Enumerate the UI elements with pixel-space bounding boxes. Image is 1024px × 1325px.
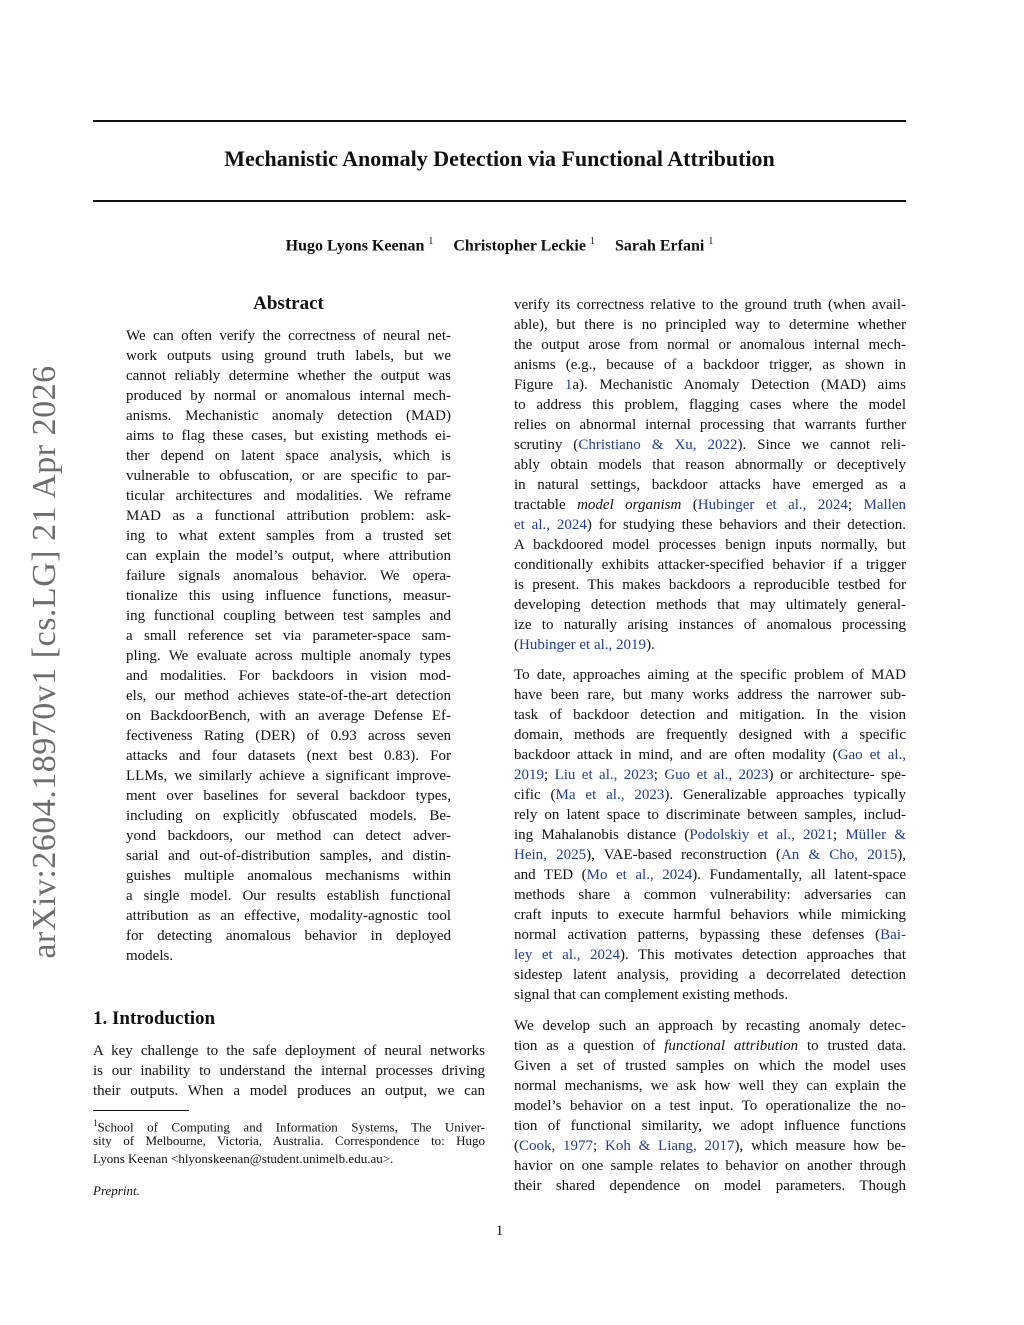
footnote-text: School of Computing and Information Systems, The Univer- <box>97 1119 485 1135</box>
preprint-label: Preprint. <box>93 1183 140 1198</box>
body-line: Given a set of trusted samples on which the model uses <box>514 1058 906 1074</box>
body-line: rely on latent space to discriminate between samples, includ- <box>514 807 906 823</box>
body-line <box>514 1036 906 1056</box>
intro-line: A key challenge to the safe deployment of neural networks <box>93 1043 485 1059</box>
author-list <box>93 236 906 255</box>
body-text: ; <box>544 767 555 783</box>
citation-link[interactable]: Podolskiy et al., 2021 <box>689 827 833 843</box>
author-name: Sarah Erfani <box>614 237 705 255</box>
abstract-line: and modalities. For backdoors in vision mod- <box>126 668 451 684</box>
body-line: conditionally exhibits attacker-specified behavior if a trigger <box>514 557 906 573</box>
body-line <box>514 845 906 865</box>
body-line <box>514 495 906 515</box>
body-line: able), but there is no principled way to determine whether <box>514 317 906 333</box>
body-text: ( <box>681 497 698 513</box>
arxiv-sidebar <box>10 365 80 959</box>
abstract-line: can explain the model’s output, where attribution <box>126 548 451 564</box>
abstract-line: ing functional coupling between test samples and <box>126 608 451 624</box>
body-line: We develop such an approach by recasting anomaly detec- <box>514 1018 906 1034</box>
body-line: To date, approaches aiming at the specific problem of MAD <box>514 667 906 683</box>
abstract-line: a small reference set via parameter-space sam- <box>126 628 451 644</box>
citation-link[interactable]: Hein, 2025 <box>514 847 587 863</box>
author-name: Hugo Lyons Keenan <box>285 237 425 255</box>
citation-link[interactable]: 2019 <box>514 767 544 783</box>
body-text: ) or architecture- spe- <box>768 767 907 783</box>
author-affiliation: 1 <box>428 236 434 247</box>
body-line: relies on abnormal internal processing that warrants further <box>514 417 906 433</box>
title-rule-top <box>93 120 906 122</box>
abstract-line: attacks and four datasets (next best 0.83). For <box>126 748 451 764</box>
emphasis-text: functional attribution <box>664 1038 799 1054</box>
body-text: ). Since we cannot reli- <box>737 437 907 453</box>
abstract-line: models. <box>126 948 174 964</box>
citation-link[interactable]: ley et al., 2024 <box>514 947 621 963</box>
abstract-line: attribution as an effective, modality-agnostic tool <box>126 908 451 924</box>
arxiv-identifier: arXiv:2604.18970v1 [cs.LG] 21 Apr 2026 <box>26 365 63 959</box>
body-line: task of backdoor detection and mitigation. In the vision <box>514 707 906 723</box>
body-line: tion of functional similarity, we adopt influence functions <box>514 1118 906 1134</box>
body-text: cific ( <box>514 787 556 803</box>
body-line <box>514 435 906 455</box>
abstract-line: els, our method achieves state-of-the-art detection <box>126 688 451 704</box>
body-text: ( <box>514 637 519 653</box>
citation-link[interactable]: An & Cho, 2015 <box>780 847 898 863</box>
body-text: Figure <box>514 377 565 393</box>
abstract-line: We can often verify the correctness of neural net- <box>126 328 451 344</box>
abstract-heading: Abstract <box>253 293 324 314</box>
body-line: have been rare, but many works address the narrower sub- <box>514 687 906 703</box>
body-line <box>514 765 906 785</box>
abstract-line: cannot reliably determine whether the output was <box>126 368 451 384</box>
abstract-line: pling. We evaluate across multiple anomaly types <box>126 648 451 664</box>
abstract-line: yond backdoors, our method can detect adver- <box>126 828 451 844</box>
body-text: ) for studying these behaviors and their detection. <box>586 517 906 533</box>
author-name: Christopher Leckie <box>453 237 586 255</box>
body-text: ). This motivates detection approaches that <box>620 947 906 963</box>
body-line <box>514 375 906 395</box>
body-text: ; <box>833 827 846 843</box>
abstract-line: fectiveness Rating (DER) of 0.93 across seven <box>126 728 451 744</box>
citation-link[interactable]: et al., 2024 <box>514 517 587 533</box>
citation-link[interactable]: Ma et al., 2023 <box>555 787 665 803</box>
abstract-line: anisms. Mechanistic anomaly detection (MAD) <box>126 408 451 424</box>
abstract-line: aims to flag these cases, but existing methods ei- <box>126 428 451 444</box>
body-line <box>514 785 906 805</box>
body-text: ), <box>897 847 906 863</box>
abstract-line: work outputs using ground truth labels, but we <box>126 348 451 364</box>
body-line: craft inputs to execute harmful behaviors while mimicking <box>514 907 906 923</box>
body-line <box>514 925 906 945</box>
body-line: to address this problem, flagging cases where the model <box>514 397 906 413</box>
abstract-line: vulnerable to obfuscation, or are specific to par- <box>126 468 451 484</box>
citation-link[interactable]: Koh & Liang, 2017 <box>604 1138 735 1154</box>
abstract-line: ticular architectures and modalities. We reframe <box>126 488 451 504</box>
author-affiliation: 1 <box>708 236 714 247</box>
intro-heading: 1. Introduction <box>93 1008 216 1029</box>
body-line: methods share a common vulnerability: adversaries can <box>514 887 906 903</box>
body-line: in natural settings, backdoor attacks have emerged as a <box>514 477 906 493</box>
body-line <box>514 825 906 845</box>
body-line: sidestep latent analysis, providing a decorrelated detection <box>514 967 906 983</box>
abstract-line: tionalize this using influence functions, measur- <box>126 588 451 604</box>
body-text: ; <box>593 1138 605 1154</box>
body-line <box>514 1136 906 1156</box>
abstract-line: including on explicitly obfuscated models. Be- <box>126 808 451 824</box>
abstract-line: a single model. Our results establish functional <box>126 888 451 904</box>
citation-link[interactable]: Gao et al., <box>837 747 907 763</box>
abstract-line: failure signals anomalous behavior. We opera- <box>126 568 451 584</box>
body-line <box>514 945 906 965</box>
abstract-line: guishes multiple anomalous mechanisms within <box>126 868 451 884</box>
citation-link[interactable]: Mallen <box>863 497 906 513</box>
body-line: the output arose from normal or anomalous internal mech- <box>514 337 906 353</box>
body-text: ; <box>653 767 665 783</box>
body-text: tion as a question of <box>514 1038 665 1054</box>
footnote-line <box>93 1114 485 1135</box>
abstract-line: produced by normal or anomalous internal mech- <box>126 388 451 404</box>
body-line: their shared dependence on model parameters. Though <box>514 1178 906 1194</box>
body-text: ). Fundamentally, all latent-space <box>692 867 906 883</box>
emphasis-text: model organism <box>577 497 682 513</box>
abstract-line: ing to what extent samples from a trusted set <box>126 528 451 544</box>
abstract-line: on BackdoorBench, with an average Defense Ef- <box>126 708 451 724</box>
footnote-rule <box>93 1110 189 1111</box>
body-line: signal that can complement existing methods. <box>514 987 789 1003</box>
footnote-line: sity of Melbourne, Victoria, Australia. Correspondence to: Hugo <box>93 1133 485 1148</box>
citation-link[interactable]: Cook, 1977 <box>519 1138 594 1154</box>
body-line <box>514 635 906 655</box>
abstract-line: ther depend on latent space analysis, which is <box>126 448 451 464</box>
citation-link[interactable]: Christiano & Xu, 2022 <box>578 437 738 453</box>
abstract-line: MAD as a functional attribution problem: ask- <box>126 508 451 524</box>
body-line: anisms (e.g., because of a backdoor trigger, as shown in <box>514 357 906 373</box>
citation-link[interactable]: Hubinger et al., 2019 <box>519 637 647 653</box>
page-number: 1 <box>495 1223 504 1239</box>
body-text: ), VAE-based reconstruction ( <box>586 847 781 863</box>
body-text: tractable <box>514 497 578 513</box>
body-line: is present. This makes backdoors a reproducible testbed for <box>514 577 906 593</box>
author-affiliation: 1 <box>589 236 595 247</box>
citation-link[interactable]: Mo et al., 2024 <box>586 867 693 883</box>
intro-line: is our inability to understand the internal processes driving <box>93 1063 485 1079</box>
body-line: normal mechanisms, we ask how well they can explain the <box>514 1078 906 1094</box>
abstract-line: sarial and out-of-distribution samples, and distin- <box>126 848 451 864</box>
body-text: to trusted data. <box>798 1038 906 1054</box>
body-line: ize to naturally arising instances of anomalous processing <box>514 617 906 633</box>
body-text: a). Mechanistic Anomaly Detection (MAD) aims <box>572 377 906 393</box>
body-line <box>514 865 906 885</box>
body-line: model’s behavior on a test input. To operationalize the no- <box>514 1098 906 1114</box>
paper-title: Mechanistic Anomaly Detection via Functional Attribution <box>224 146 775 171</box>
body-text: ), which measure how be- <box>734 1138 906 1154</box>
citation-link[interactable]: Liu et al., 2023 <box>554 767 654 783</box>
body-text: backdoor attack in mind, and are often modality ( <box>514 747 838 763</box>
body-text: ing Mahalanobis distance ( <box>514 827 690 843</box>
body-line <box>514 745 906 765</box>
body-text: normal activation patterns, bypassing these defenses ( <box>514 927 881 943</box>
body-line: ably obtain models that reason abnormally or deceptively <box>514 457 906 473</box>
citation-link[interactable]: Hubinger et al., 2024 <box>697 497 848 513</box>
citation-link[interactable]: Guo et al., 2023 <box>664 767 769 783</box>
body-text: ( <box>514 1138 519 1154</box>
footnote-line: Lyons Keenan <hlyonskeenan@student.unimelb.edu.au>. <box>93 1151 394 1166</box>
abstract-line: LLMs, we similarly achieve a significant improve- <box>126 768 451 784</box>
title-rule-bottom <box>93 200 906 202</box>
citation-link[interactable]: Bai- <box>880 927 906 943</box>
body-line: domain, methods are frequently designed with a specific <box>514 727 906 743</box>
body-line: developing detection methods that may ultimately general- <box>514 597 906 613</box>
abstract-line: for detecting anomalous behavior in deployed <box>126 928 451 944</box>
body-text: ; <box>847 497 864 513</box>
body-line: havior on one sample relates to behavior on another through <box>514 1158 906 1174</box>
intro-line: their outputs. When a model produces an output, we can <box>93 1083 485 1099</box>
body-line <box>514 515 906 535</box>
body-text: scrutiny ( <box>514 437 579 453</box>
figure-ref-link[interactable]: 1 <box>564 377 573 393</box>
body-line: A backdoored model processes benign inputs normally, but <box>514 537 906 553</box>
body-text: and TED ( <box>514 867 587 883</box>
body-text: ). <box>646 637 655 653</box>
citation-link[interactable]: Müller & <box>845 827 907 843</box>
body-line: verify its correctness relative to the ground truth (when avail- <box>514 297 906 313</box>
footnote-mark: 1 <box>93 1118 98 1128</box>
body-text: ). Generalizable approaches typically <box>664 787 906 803</box>
abstract-line: ment over baselines for several backdoor types, <box>126 788 451 804</box>
